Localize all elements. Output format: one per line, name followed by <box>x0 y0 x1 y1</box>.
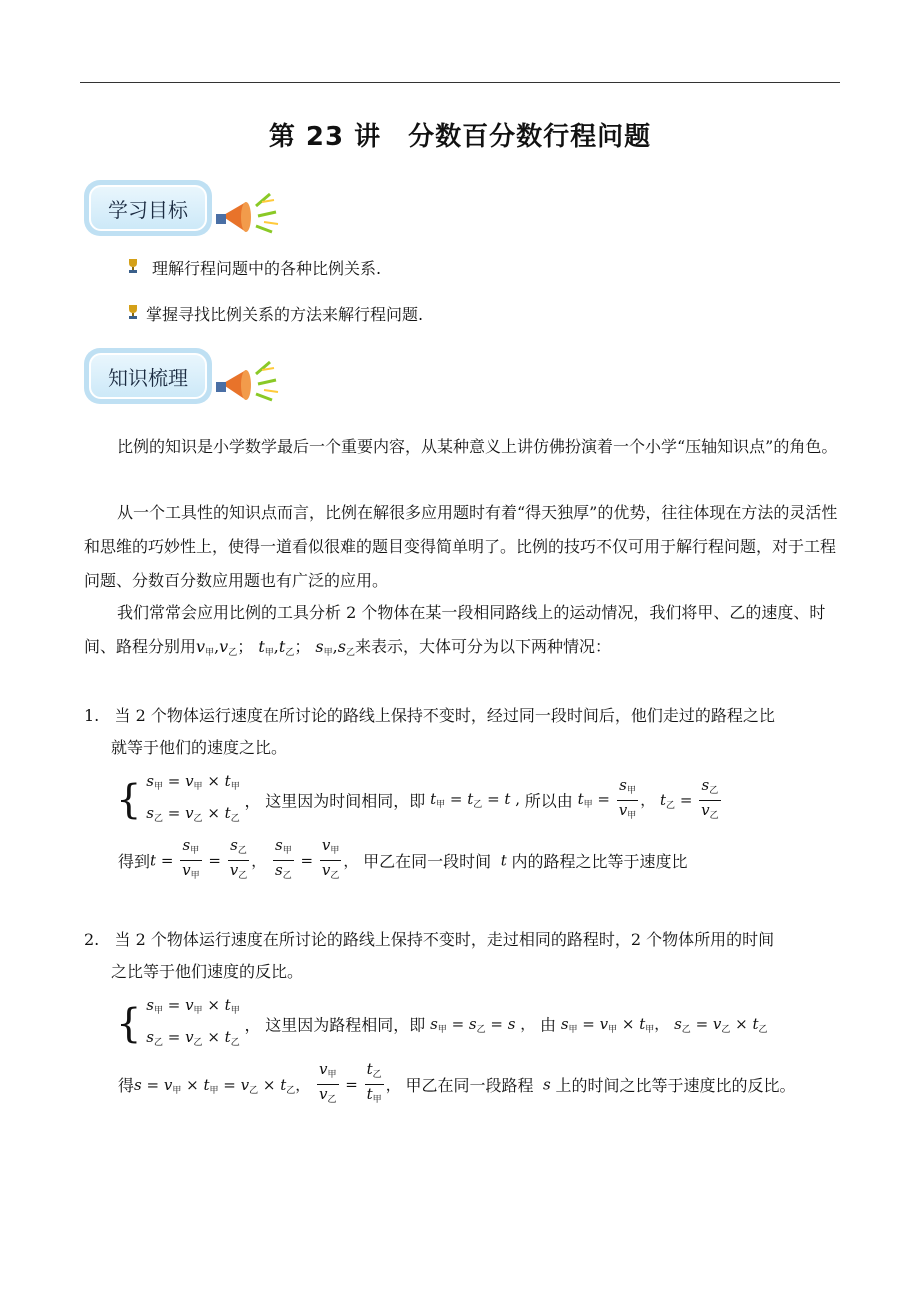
goal-text: 掌握寻找比例关系的方法来解行程问题. <box>146 305 424 324</box>
formula-system: { $s_甲 = v_甲 \times t_甲$ $s_乙 = v_乙 \times t_乙$ ， 这里因为路程相同，即 $s_甲 = s_乙 = s$ ， 由 $s_甲 = v_甲 \times t_甲$， $s_乙 = v_乙 \times t_乙$ <box>116 996 768 1048</box>
page-title: 第 23 讲 分数百分数行程问题 <box>268 122 652 152</box>
conclusion-text: 内的路程之比等于速度比 <box>511 852 688 871</box>
case-item-line: 之比等于他们速度的反比。 <box>111 962 304 981</box>
case-item <box>84 924 774 956</box>
paragraph <box>84 596 844 670</box>
formula-result: 得$s = v_甲 \times t_甲 = v_乙 \times t_乙$， $\frac{v_甲}{v_乙}$ = $\frac{t_乙}{t_甲}$ ， 甲乙在同一段路程 s 上的时间之比等于速度比的反比。 <box>118 1060 796 1105</box>
symbol-notation: $v_甲,v_乙$； $t_甲,t_乙$； $s_甲,s_乙$ <box>196 637 355 658</box>
case-item-line: 就等于他们的速度之比。 <box>111 738 288 757</box>
conclusion-text: 上的时间之比等于速度比的反比。 <box>555 1076 796 1095</box>
case-number: 2. <box>84 930 100 949</box>
explain-text: 得到 <box>118 852 151 871</box>
trophy-icon <box>126 258 142 278</box>
case-item <box>84 700 775 732</box>
conclusion-text: 甲乙在同一段路程 <box>405 1076 534 1095</box>
megaphone-icon <box>212 186 282 238</box>
paragraph: 从一个工具性的知识点而言，比例在解很多应用题时有着“得天独厚”的优势，往往体现在方法的灵活性和思维的巧妙性上，使得一道看似很难的题目变得简单明了。比例的技巧不仅可用于解行程问题，对于工程问题、分数百分数应用题也有广泛的应用。 <box>84 503 838 590</box>
section-badge-goals <box>84 180 212 236</box>
paragraph-text: 来表示，大体可分为以下两种情况： <box>354 637 611 656</box>
case-text: 当 2 个物体运行速度在所讨论的路线上保持不变时，走过相同的路程时，2 个物体所用的时间 <box>114 930 775 949</box>
goal-text: 理解行程问题中的各种比例关系. <box>152 259 382 278</box>
formula-result: 得到t = $\frac{s_甲}{v_甲}$ = $\frac{s_乙}{v_乙}$ ， $\frac{s_甲}{s_乙}$ = $\frac{v_甲}{v_乙}$ ， 甲乙在同一段时间 t 内的路程之比等于速度比 <box>118 836 688 881</box>
goal-item <box>126 256 381 279</box>
explain-text: 这里因为时间相同，即 <box>265 791 426 811</box>
explain-text: 得 <box>118 1076 135 1095</box>
header-rule <box>80 82 840 83</box>
explain-text: 所以由 <box>524 791 573 811</box>
section-badge-label: 学习目标 <box>89 185 207 231</box>
section-badge-label: 知识梳理 <box>89 353 207 399</box>
explain-text: 这里因为路程相同，即 <box>265 1015 426 1035</box>
paragraph-text: 我们常常会应用比例的工具分析 2 个物体在某一段相同路线上的运动情况，我们将甲、乙的速度、时间、路程分别用 <box>84 603 826 656</box>
goal-item <box>126 302 423 325</box>
case-text: 当 2 个物体运行速度在所讨论的路线上保持不变时，经过同一段时间后，他们走过的路程之比 <box>114 706 775 725</box>
explain-text: 由 <box>540 1015 557 1035</box>
case-number: 1. <box>84 706 100 725</box>
paragraph: 比例的知识是小学数学最后一个重要内容，从某种意义上讲仿佛扮演着一个小学“压轴知识点”的角色。 <box>117 437 838 456</box>
megaphone-icon <box>212 354 282 406</box>
formula-system: { $s_甲 = v_甲 \times t_甲$ $s_乙 = v_乙 \times t_乙$ ， 这里因为时间相同，即 $t_甲 = t_乙 = t$ , 所以由 $t_甲$ = $\frac{s_甲}{v_甲}$ ， $t_乙$ = $\frac{s_乙}{v_乙}$ <box>116 772 719 824</box>
conclusion-text: 甲乙在同一段时间 <box>363 852 492 871</box>
section-badge-knowledge <box>84 348 212 404</box>
trophy-icon <box>126 304 142 324</box>
